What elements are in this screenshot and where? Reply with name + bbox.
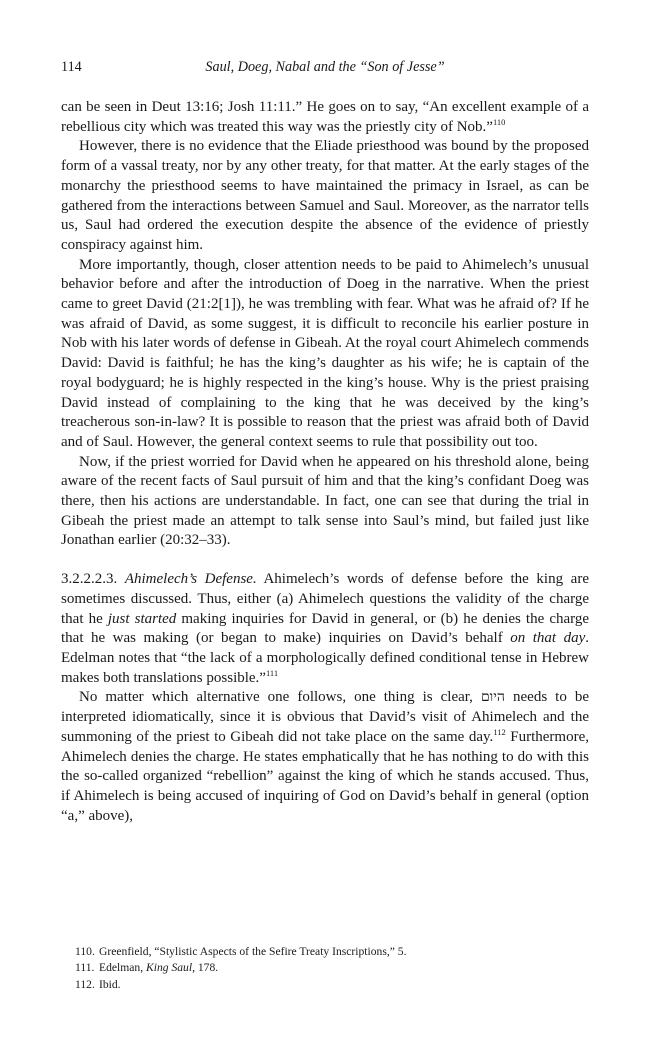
footnote-text: Greenfield, “Stylistic Aspects of the Sefire Treaty Inscriptions,” 5. — [99, 945, 407, 958]
footnote-number: 110. — [75, 945, 95, 958]
paragraph-6-text-a: No matter which alternative one follows, one thing is clear, — [79, 689, 473, 706]
footnote-111 — [75, 960, 589, 976]
section-text-c: . Edelman notes that “the lack of a morphologically defined conditional tense in Hebrew makes both translations possible.” — [61, 630, 589, 686]
footnote-number: 112. — [75, 977, 95, 991]
footnote-book-title: King Saul — [146, 961, 193, 975]
section-title: Ahimelech’s Defense. — [124, 571, 257, 588]
section-paragraph — [61, 570, 589, 688]
paragraph-4: Now, if the priest worried for David when he appeared on his threshold alone, being aware of the recent facts of Saul pursuit of him and that the king’s confidant Doeg was there, then his actions are understandable. In fact, one can see that during the trial in Gibeah the priest made an attempt to talk sense into Saul’s mind, but failed just like Jonathan earlier (20:32–33). — [61, 453, 589, 549]
footnote-text: Edelman, — [99, 961, 144, 975]
section-text-b: making inquiries for David in general, or (b) he denies the charge that he was making (or began to make) inquiries on David’s behalf — [61, 610, 590, 647]
paragraph-6-text-c: Furthermore, Ahimelech denies the charge. He states emphatically that he has nothing to do with this the so-called organized “rebellion” against the king of which he stands accused. Thus, if Ahimelech is being accused of inquiring of God on David’s behalf in general (option “a,” above), — [61, 728, 589, 824]
running-title: Saul, Doeg, Nabal and the “Son of Jesse” — [205, 59, 445, 75]
footnote-ref-111: 111 — [265, 667, 279, 678]
section-text-a: Ahimelech’s words of defense before the king are sometimes discussed. Thus, either (a) Ahimelech questions the validity of the charge that he — [61, 571, 589, 627]
section-number: 3.2.2.2.3. — [61, 571, 118, 588]
paragraph-6-text-b: needs to be interpreted idiomatically, since it is obvious that David’s visit of Ahimelech and the summoning of the priest to Gibeah did not take place on the same day. — [61, 689, 590, 745]
footnote-112 — [75, 977, 589, 993]
emphasis-on-that-day: on that day — [510, 630, 586, 647]
running-head — [61, 59, 589, 79]
footnote-110 — [75, 944, 589, 960]
body-text — [61, 98, 589, 826]
paragraph-6 — [61, 688, 589, 826]
emphasis-just-started: just started — [107, 610, 177, 627]
paragraph-1-text: can be seen in Deut 13:16; Josh 11:11.” He goes on to say, “An excellent example of a rebellious city which was treated this way was the priestly city of Nob.” — [61, 99, 589, 135]
paragraph-3: More importantly, though, closer attention needs to be paid to Ahimelech’s unusual behavior before and after the introduction of Doeg in the narrative. When the priest came to greet David (21:2[1]), he was trembling with fear. What was he afraid of? If he was afraid of David, as some suggest, it is difficult to reconcile his earlier posture in Nob with his later words of defense in Gibeah. At the royal court Ahimelech commends David: David is faithful; he has the king’s daughter as his wife; he is captain of the royal bodyguard; he is highly respected in the king’s house. Why is the priest praising David instead of complaining to the king that he was deceived by the king’s treacherous son-in-law? It is possible to reason that the priest was afraid both of David and of Saul. However, the general context seems to rule that possibility out too. — [61, 256, 589, 450]
hebrew-word: היום — [480, 689, 505, 706]
footnote-text: Ibid. — [99, 977, 121, 991]
footnote-text: , 178. — [192, 961, 219, 975]
paragraph-1 — [61, 98, 589, 137]
footnotes — [75, 944, 589, 993]
page-number: 114 — [61, 59, 82, 75]
footnote-number: 111. — [75, 961, 95, 975]
footnote-ref-112: 112 — [493, 726, 506, 737]
book-page — [61, 0, 589, 1055]
paragraph-2: However, there is no evidence that the Eliade priesthood was bound by the proposed form of a vassal treaty, nor by any other treaty, for that matter. At the early stages of the monarchy the priesthood seems to have maintained the primacy in Israel, as can be gathered from the interactions between Samuel and Saul. Moreover, as the narrator tells us, Saul had ordered the execution despite the absence of the evidence of priestly conspiracy against him. — [61, 138, 589, 253]
footnote-ref-110: 110 — [492, 116, 506, 127]
